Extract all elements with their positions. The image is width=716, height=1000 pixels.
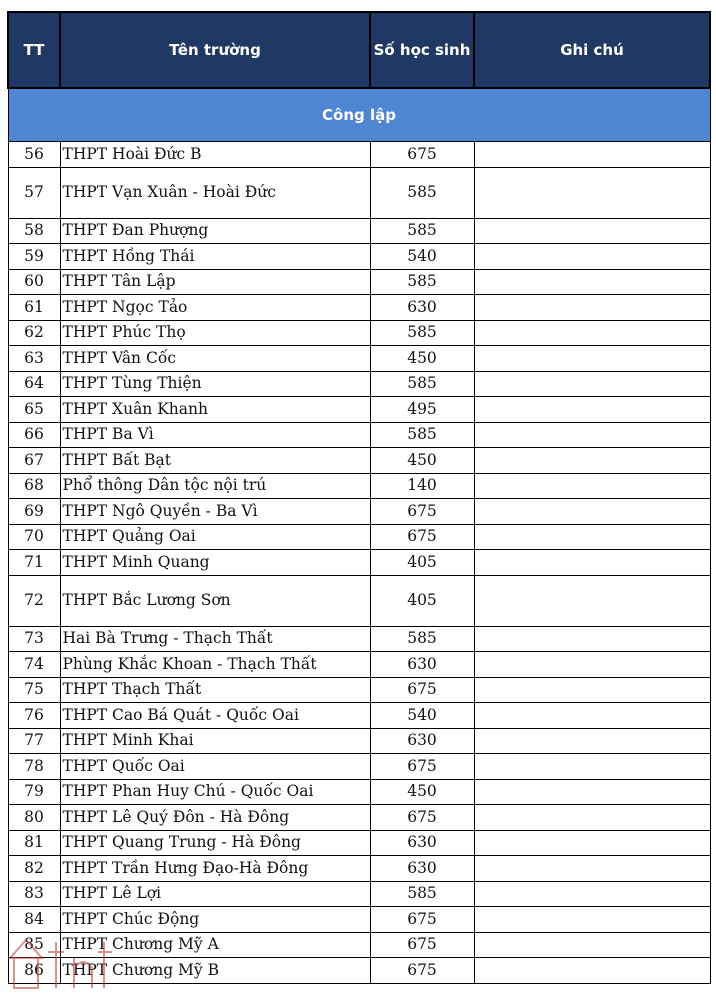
school-name: THPT Cao Bá Quát - Quốc Oai — [60, 703, 370, 729]
note-cell — [474, 524, 710, 550]
student-count: 675 — [370, 142, 474, 168]
school-enrollment-table — [7, 11, 711, 984]
student-count: 675 — [370, 754, 474, 780]
row-number: 83 — [8, 881, 60, 907]
row-number: 67 — [8, 448, 60, 474]
note-cell — [474, 805, 710, 831]
school-name: THPT Ngô Quyền - Ba Vì — [60, 499, 370, 525]
student-count: 630 — [370, 652, 474, 678]
header-student-count: Số học sinh — [370, 12, 474, 88]
note-cell — [474, 779, 710, 805]
table-row — [8, 575, 710, 626]
table-row — [8, 805, 710, 831]
header-tt: TT — [8, 12, 60, 88]
student-count: 495 — [370, 397, 474, 423]
school-name: Phùng Khắc Khoan - Thạch Thất — [60, 652, 370, 678]
student-count: 450 — [370, 448, 474, 474]
school-name: THPT Vân Cốc — [60, 346, 370, 372]
row-number: 56 — [8, 142, 60, 168]
row-number: 71 — [8, 550, 60, 576]
table-row — [8, 856, 710, 882]
school-name: THPT Quang Trung - Hà Đông — [60, 830, 370, 856]
note-cell — [474, 499, 710, 525]
student-count: 585 — [370, 218, 474, 244]
table-row — [8, 371, 710, 397]
table-row — [8, 397, 710, 423]
school-name: THPT Xuân Khanh — [60, 397, 370, 423]
table-row — [8, 830, 710, 856]
school-name: THPT Đan Phượng — [60, 218, 370, 244]
student-count: 630 — [370, 856, 474, 882]
table-row — [8, 320, 710, 346]
header-school-name: Tên trường — [60, 12, 370, 88]
row-number: 57 — [8, 167, 60, 218]
row-number: 86 — [8, 958, 60, 984]
row-number: 81 — [8, 830, 60, 856]
table-row — [8, 142, 710, 168]
school-name: THPT Chương Mỹ B — [60, 958, 370, 984]
school-name: THPT Hoài Đức B — [60, 142, 370, 168]
row-number: 68 — [8, 473, 60, 499]
student-count: 540 — [370, 244, 474, 270]
school-name: THPT Ba Vì — [60, 422, 370, 448]
student-count: 450 — [370, 779, 474, 805]
row-number: 85 — [8, 932, 60, 958]
student-count: 585 — [370, 320, 474, 346]
student-count: 675 — [370, 907, 474, 933]
school-name: THPT Lê Quý Đôn - Hà Đông — [60, 805, 370, 831]
table-row — [8, 881, 710, 907]
note-cell — [474, 652, 710, 678]
student-count: 585 — [370, 167, 474, 218]
row-number: 66 — [8, 422, 60, 448]
student-count: 450 — [370, 346, 474, 372]
student-count: 630 — [370, 295, 474, 321]
group-row — [8, 88, 710, 142]
group-label: Công lập — [8, 88, 710, 142]
student-count: 675 — [370, 958, 474, 984]
table-row — [8, 958, 710, 984]
school-name: THPT Thạch Thất — [60, 677, 370, 703]
row-number: 63 — [8, 346, 60, 372]
table-row — [8, 218, 710, 244]
note-cell — [474, 218, 710, 244]
note-cell — [474, 575, 710, 626]
table-row — [8, 295, 710, 321]
row-number: 82 — [8, 856, 60, 882]
note-cell — [474, 626, 710, 652]
table-row — [8, 524, 710, 550]
note-cell — [474, 932, 710, 958]
row-number: 77 — [8, 728, 60, 754]
header-note: Ghi chú — [474, 12, 710, 88]
student-count: 405 — [370, 575, 474, 626]
student-count: 630 — [370, 728, 474, 754]
row-number: 59 — [8, 244, 60, 270]
table-row — [8, 932, 710, 958]
note-cell — [474, 856, 710, 882]
table-row — [8, 703, 710, 729]
row-number: 65 — [8, 397, 60, 423]
student-count: 585 — [370, 626, 474, 652]
table-row — [8, 346, 710, 372]
note-cell — [474, 295, 710, 321]
school-name: Hai Bà Trưng - Thạch Thất — [60, 626, 370, 652]
school-name: THPT Tùng Thiện — [60, 371, 370, 397]
row-number: 62 — [8, 320, 60, 346]
table-row — [8, 652, 710, 678]
school-name: THPT Hồng Thái — [60, 244, 370, 270]
school-name: THPT Quốc Oai — [60, 754, 370, 780]
school-name: THPT Quảng Oai — [60, 524, 370, 550]
row-number: 61 — [8, 295, 60, 321]
school-name: Phổ thông Dân tộc nội trú — [60, 473, 370, 499]
note-cell — [474, 473, 710, 499]
student-count: 585 — [370, 269, 474, 295]
row-number: 76 — [8, 703, 60, 729]
table-row — [8, 550, 710, 576]
row-number: 78 — [8, 754, 60, 780]
note-cell — [474, 167, 710, 218]
table-row — [8, 754, 710, 780]
row-number: 74 — [8, 652, 60, 678]
note-cell — [474, 754, 710, 780]
row-number: 75 — [8, 677, 60, 703]
note-cell — [474, 448, 710, 474]
school-name: THPT Chúc Động — [60, 907, 370, 933]
row-number: 79 — [8, 779, 60, 805]
school-name: THPT Phan Huy Chú - Quốc Oai — [60, 779, 370, 805]
note-cell — [474, 142, 710, 168]
student-count: 675 — [370, 932, 474, 958]
school-name: THPT Minh Quang — [60, 550, 370, 576]
note-cell — [474, 677, 710, 703]
note-cell — [474, 269, 710, 295]
table-header-row — [8, 12, 710, 88]
student-count: 585 — [370, 422, 474, 448]
note-cell — [474, 346, 710, 372]
row-number: 60 — [8, 269, 60, 295]
school-name: THPT Bắc Lương Sơn — [60, 575, 370, 626]
note-cell — [474, 371, 710, 397]
row-number: 70 — [8, 524, 60, 550]
student-count: 675 — [370, 524, 474, 550]
note-cell — [474, 703, 710, 729]
school-name: THPT Phúc Thọ — [60, 320, 370, 346]
student-count: 405 — [370, 550, 474, 576]
note-cell — [474, 244, 710, 270]
row-number: 84 — [8, 907, 60, 933]
school-name: THPT Minh Khai — [60, 728, 370, 754]
student-count: 675 — [370, 677, 474, 703]
table-row — [8, 907, 710, 933]
school-name: THPT Chương Mỹ A — [60, 932, 370, 958]
note-cell — [474, 320, 710, 346]
note-cell — [474, 422, 710, 448]
note-cell — [474, 881, 710, 907]
note-cell — [474, 958, 710, 984]
school-name: THPT Tân Lập — [60, 269, 370, 295]
student-count: 540 — [370, 703, 474, 729]
row-number: 80 — [8, 805, 60, 831]
table-row — [8, 779, 710, 805]
school-name: THPT Ngọc Tảo — [60, 295, 370, 321]
table-row — [8, 473, 710, 499]
table-row — [8, 167, 710, 218]
note-cell — [474, 397, 710, 423]
school-name: THPT Vạn Xuân - Hoài Đức — [60, 167, 370, 218]
row-number: 73 — [8, 626, 60, 652]
note-cell — [474, 907, 710, 933]
row-number: 69 — [8, 499, 60, 525]
table-row — [8, 422, 710, 448]
student-count: 585 — [370, 371, 474, 397]
table-row — [8, 626, 710, 652]
table-row — [8, 677, 710, 703]
row-number: 72 — [8, 575, 60, 626]
student-count: 630 — [370, 830, 474, 856]
student-count: 675 — [370, 499, 474, 525]
table-row — [8, 499, 710, 525]
note-cell — [474, 550, 710, 576]
note-cell — [474, 830, 710, 856]
row-number: 58 — [8, 218, 60, 244]
school-name: THPT Bất Bạt — [60, 448, 370, 474]
table-row — [8, 728, 710, 754]
table-row — [8, 448, 710, 474]
school-name: THPT Lê Lợi — [60, 881, 370, 907]
student-count: 140 — [370, 473, 474, 499]
note-cell — [474, 728, 710, 754]
student-count: 585 — [370, 881, 474, 907]
row-number: 64 — [8, 371, 60, 397]
school-table-container — [7, 11, 709, 984]
school-name: THPT Trần Hưng Đạo-Hà Đông — [60, 856, 370, 882]
table-row — [8, 269, 710, 295]
table-row — [8, 244, 710, 270]
student-count: 675 — [370, 805, 474, 831]
